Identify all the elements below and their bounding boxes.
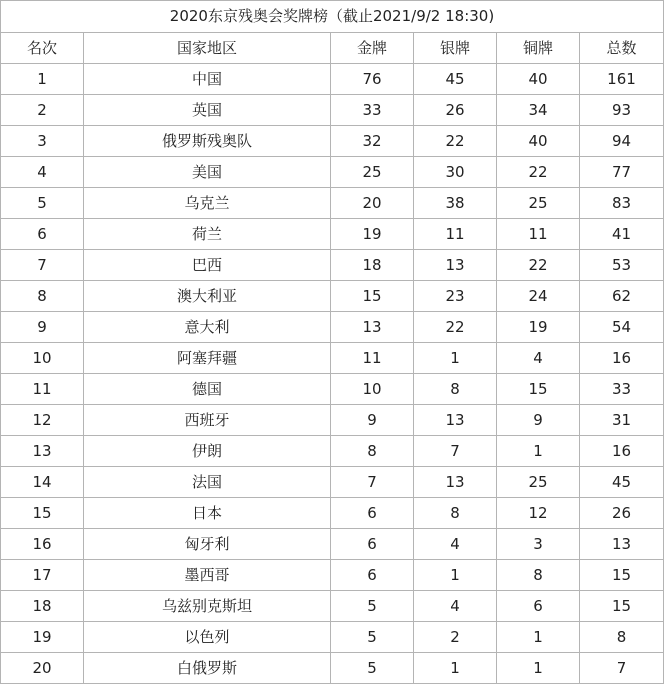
gold-cell: 10 (331, 374, 414, 405)
gold-cell: 8 (331, 436, 414, 467)
rank-cell: 8 (1, 281, 84, 312)
bronze-cell: 15 (497, 374, 580, 405)
rank-cell: 1 (1, 64, 84, 95)
total-cell: 93 (580, 95, 664, 126)
total-cell: 94 (580, 126, 664, 157)
table-title: 2020东京残奥会奖牌榜（截止2021/9/2 18:30) (0, 0, 664, 32)
silver-cell: 1 (414, 560, 497, 591)
total-cell: 41 (580, 219, 664, 250)
bronze-cell: 6 (497, 591, 580, 622)
header-total: 总数 (580, 33, 664, 64)
gold-cell: 11 (331, 343, 414, 374)
rank-cell: 3 (1, 126, 84, 157)
bronze-cell: 9 (497, 405, 580, 436)
gold-cell: 6 (331, 529, 414, 560)
total-cell: 15 (580, 591, 664, 622)
total-cell: 7 (580, 653, 664, 684)
table-row (1, 498, 664, 529)
rank-cell: 9 (1, 312, 84, 343)
silver-cell: 26 (414, 95, 497, 126)
gold-cell: 15 (331, 281, 414, 312)
rank-cell: 15 (1, 498, 84, 529)
silver-cell: 22 (414, 312, 497, 343)
header-row (1, 33, 664, 64)
gold-cell: 32 (331, 126, 414, 157)
country-cell: 英国 (84, 95, 331, 126)
gold-cell: 25 (331, 157, 414, 188)
silver-cell: 4 (414, 591, 497, 622)
table-row (1, 405, 664, 436)
table-row (1, 219, 664, 250)
table-row (1, 374, 664, 405)
gold-cell: 5 (331, 653, 414, 684)
total-cell: 16 (580, 436, 664, 467)
bronze-cell: 8 (497, 560, 580, 591)
silver-cell: 8 (414, 498, 497, 529)
header-silver: 银牌 (414, 33, 497, 64)
total-cell: 8 (580, 622, 664, 653)
bronze-cell: 22 (497, 250, 580, 281)
bronze-cell: 40 (497, 64, 580, 95)
gold-cell: 76 (331, 64, 414, 95)
bronze-cell: 22 (497, 157, 580, 188)
rank-cell: 17 (1, 560, 84, 591)
gold-cell: 19 (331, 219, 414, 250)
silver-cell: 13 (414, 405, 497, 436)
table-row (1, 529, 664, 560)
silver-cell: 2 (414, 622, 497, 653)
table-row (1, 157, 664, 188)
gold-cell: 6 (331, 498, 414, 529)
silver-cell: 8 (414, 374, 497, 405)
bronze-cell: 1 (497, 622, 580, 653)
table-row (1, 126, 664, 157)
country-cell: 白俄罗斯 (84, 653, 331, 684)
country-cell: 俄罗斯残奥队 (84, 126, 331, 157)
gold-cell: 18 (331, 250, 414, 281)
header-gold: 金牌 (331, 33, 414, 64)
silver-cell: 30 (414, 157, 497, 188)
total-cell: 62 (580, 281, 664, 312)
total-cell: 15 (580, 560, 664, 591)
gold-cell: 9 (331, 405, 414, 436)
total-cell: 13 (580, 529, 664, 560)
bronze-cell: 25 (497, 467, 580, 498)
table-row (1, 64, 664, 95)
gold-cell: 5 (331, 622, 414, 653)
silver-cell: 38 (414, 188, 497, 219)
total-cell: 16 (580, 343, 664, 374)
total-cell: 26 (580, 498, 664, 529)
country-cell: 德国 (84, 374, 331, 405)
total-cell: 53 (580, 250, 664, 281)
country-cell: 巴西 (84, 250, 331, 281)
silver-cell: 22 (414, 126, 497, 157)
silver-cell: 13 (414, 250, 497, 281)
silver-cell: 45 (414, 64, 497, 95)
bronze-cell: 25 (497, 188, 580, 219)
bronze-cell: 3 (497, 529, 580, 560)
rank-cell: 2 (1, 95, 84, 126)
table-row (1, 653, 664, 684)
total-cell: 83 (580, 188, 664, 219)
table-row (1, 436, 664, 467)
rank-cell: 13 (1, 436, 84, 467)
silver-cell: 4 (414, 529, 497, 560)
country-cell: 匈牙利 (84, 529, 331, 560)
gold-cell: 5 (331, 591, 414, 622)
silver-cell: 11 (414, 219, 497, 250)
table-row (1, 95, 664, 126)
rank-cell: 5 (1, 188, 84, 219)
country-cell: 阿塞拜疆 (84, 343, 331, 374)
bronze-cell: 19 (497, 312, 580, 343)
total-cell: 161 (580, 64, 664, 95)
total-cell: 45 (580, 467, 664, 498)
gold-cell: 7 (331, 467, 414, 498)
rank-cell: 14 (1, 467, 84, 498)
country-cell: 中国 (84, 64, 331, 95)
header-rank: 名次 (1, 33, 84, 64)
rank-cell: 16 (1, 529, 84, 560)
silver-cell: 7 (414, 436, 497, 467)
table-row (1, 467, 664, 498)
bronze-cell: 40 (497, 126, 580, 157)
table-row (1, 560, 664, 591)
table-row (1, 343, 664, 374)
rank-cell: 11 (1, 374, 84, 405)
total-cell: 77 (580, 157, 664, 188)
country-cell: 荷兰 (84, 219, 331, 250)
country-cell: 墨西哥 (84, 560, 331, 591)
header-country: 国家地区 (84, 33, 331, 64)
rank-cell: 18 (1, 591, 84, 622)
total-cell: 33 (580, 374, 664, 405)
country-cell: 乌兹别克斯坦 (84, 591, 331, 622)
gold-cell: 20 (331, 188, 414, 219)
rank-cell: 7 (1, 250, 84, 281)
bronze-cell: 12 (497, 498, 580, 529)
bronze-cell: 11 (497, 219, 580, 250)
header-bronze: 铜牌 (497, 33, 580, 64)
silver-cell: 1 (414, 653, 497, 684)
country-cell: 伊朗 (84, 436, 331, 467)
country-cell: 澳大利亚 (84, 281, 331, 312)
gold-cell: 33 (331, 95, 414, 126)
total-cell: 54 (580, 312, 664, 343)
silver-cell: 13 (414, 467, 497, 498)
table-row (1, 622, 664, 653)
country-cell: 法国 (84, 467, 331, 498)
table-body (1, 64, 664, 684)
gold-cell: 13 (331, 312, 414, 343)
total-cell: 31 (580, 405, 664, 436)
bronze-cell: 1 (497, 653, 580, 684)
silver-cell: 23 (414, 281, 497, 312)
bronze-cell: 1 (497, 436, 580, 467)
rank-cell: 6 (1, 219, 84, 250)
rank-cell: 10 (1, 343, 84, 374)
rank-cell: 12 (1, 405, 84, 436)
country-cell: 美国 (84, 157, 331, 188)
table-row (1, 281, 664, 312)
table-row (1, 188, 664, 219)
bronze-cell: 34 (497, 95, 580, 126)
rank-cell: 19 (1, 622, 84, 653)
gold-cell: 6 (331, 560, 414, 591)
table-row (1, 591, 664, 622)
country-cell: 以色列 (84, 622, 331, 653)
country-cell: 日本 (84, 498, 331, 529)
rank-cell: 20 (1, 653, 84, 684)
silver-cell: 1 (414, 343, 497, 374)
country-cell: 西班牙 (84, 405, 331, 436)
table-row (1, 312, 664, 343)
table-header (1, 33, 664, 64)
bronze-cell: 24 (497, 281, 580, 312)
country-cell: 意大利 (84, 312, 331, 343)
country-cell: 乌克兰 (84, 188, 331, 219)
table-row (1, 250, 664, 281)
rank-cell: 4 (1, 157, 84, 188)
bronze-cell: 4 (497, 343, 580, 374)
